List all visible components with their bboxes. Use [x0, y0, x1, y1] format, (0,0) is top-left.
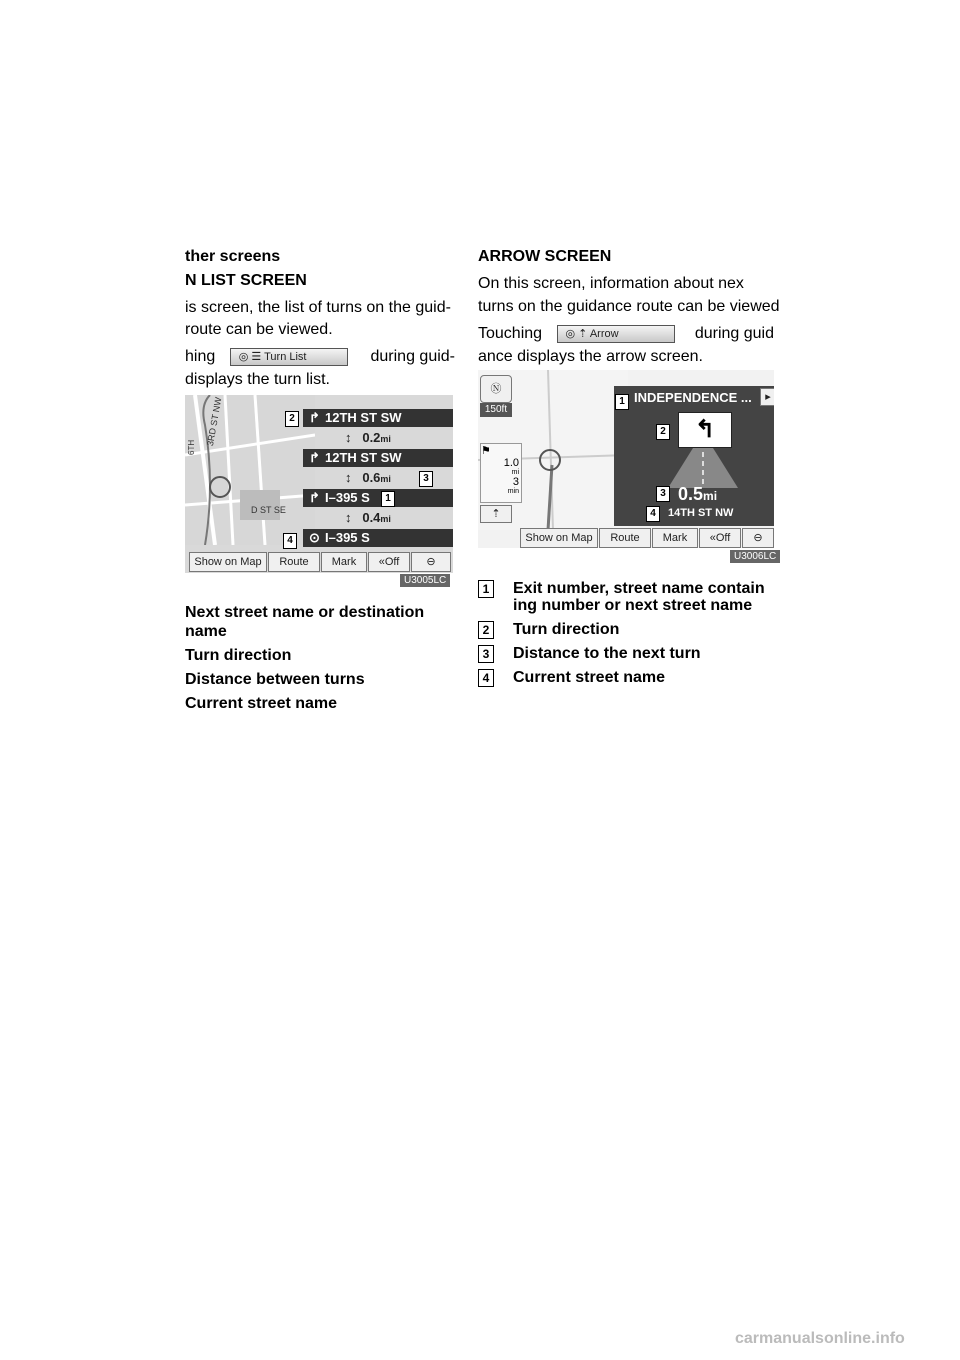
rewind-icon: « — [378, 556, 385, 568]
map-label-6th: 6TH — [187, 439, 196, 455]
updown-icon: ↕ — [345, 510, 352, 525]
current-street-name: 14TH ST NW — [668, 507, 734, 519]
current-street-row — [303, 529, 453, 547]
mark-button[interactable]: Mark — [652, 528, 698, 548]
show-on-map-button[interactable]: Show on Map — [520, 528, 598, 548]
section-title: ther screens — [185, 248, 281, 265]
show-on-map-button[interactable]: Show on Map — [189, 552, 267, 572]
map-label-dst: D ST SE — [251, 505, 286, 515]
arrow-icon: ⇡ — [578, 327, 588, 340]
turn-row-3-name: I–395 S — [325, 490, 370, 505]
touch-prefix: Touching — [478, 325, 543, 342]
callout-2: 2 — [285, 411, 299, 427]
legend-4-text: Current street name — [513, 669, 666, 686]
voice-icon: ◎ — [565, 327, 576, 340]
turn-row-2-name: 12TH ST SW — [325, 450, 402, 465]
current-street: I–395 S — [325, 530, 370, 545]
figure-code: U3006LC — [730, 550, 780, 563]
touch-suffix: during guid — [694, 325, 774, 342]
updown-icon: ↕ — [345, 470, 352, 485]
list-icon: ☰ — [251, 350, 262, 363]
zoom-out-button[interactable] — [742, 528, 774, 548]
callout-4: 4 — [283, 533, 297, 549]
legend-number-3: 3 — [478, 645, 494, 663]
turn-arrow-icon: ↱ — [309, 450, 320, 465]
turn-list-button[interactable] — [230, 348, 348, 366]
legend-number-4: 4 — [478, 669, 494, 687]
turn-row-1-name: 12TH ST SW — [325, 410, 402, 425]
off-button[interactable]: «Off — [368, 552, 410, 572]
legend-3: Distance between turns — [185, 671, 365, 688]
arrow-button-label: Arrow — [589, 327, 619, 340]
route-button[interactable]: Route — [268, 552, 320, 572]
route-button[interactable]: Route — [599, 528, 651, 548]
arrow-toggle-button[interactable] — [480, 505, 512, 523]
mark-button[interactable]: Mark — [321, 552, 367, 572]
touch-suffix: during guid- — [370, 348, 455, 365]
off-button[interactable]: «Off — [699, 528, 741, 548]
updown-icon: ↕ — [345, 430, 352, 445]
road-perspective-icon — [668, 448, 738, 488]
turn-arrow-icon: ↱ — [309, 410, 320, 425]
turn-list-intro-line2: route can be viewed. — [185, 321, 333, 338]
distance-time-box: ⚑ 1.0 mi 3 min — [480, 443, 522, 503]
turn-left-arrow-icon: ↰ — [694, 416, 716, 443]
turn-dist-3: ↕ 0.4mi — [345, 510, 391, 525]
turn-dist-1: ↕ 0.2mi — [345, 430, 391, 445]
turn-list-screen — [185, 395, 453, 573]
map-label-3rd: 3RD ST NW — [205, 396, 224, 447]
arrow-intro-line1: On this screen, information about nex — [478, 275, 744, 292]
legend-1-line1: Next street name or destination — [185, 604, 425, 621]
callout-4: 4 — [646, 506, 660, 522]
callout-3: 3 — [656, 486, 670, 502]
touch-prefix: hing — [185, 348, 216, 365]
legend-row-4 — [478, 666, 774, 689]
arrow-screen-icon: ⇡ — [491, 508, 501, 520]
turn-list-touch-line — [185, 345, 455, 368]
turn-list-touch-line2: displays the turn list. — [185, 371, 330, 388]
legend-2: Turn direction — [185, 647, 292, 664]
turn-row-1[interactable] — [303, 409, 453, 427]
figure-code: U3005LC — [400, 574, 450, 587]
turn-list-heading: N LIST SCREEN — [185, 272, 307, 289]
rewind-icon: « — [709, 532, 716, 544]
zoom-out-button[interactable] — [411, 552, 451, 572]
arrow-heading: ARROW SCREEN — [478, 248, 612, 265]
arrow-screen — [478, 370, 774, 548]
legend-number-1: 1 — [478, 580, 494, 598]
legend-2-text: Turn direction — [513, 621, 620, 638]
current-position-icon: ⊙ — [309, 530, 320, 545]
callout-3: 3 — [419, 471, 433, 487]
north-compass-icon: Ⓝ — [490, 383, 502, 395]
callout-1: 1 — [381, 491, 395, 507]
legend-1-line2: name — [185, 623, 227, 640]
turn-dist-2: ↕ 0.6mi — [345, 470, 391, 485]
legend-row-3 — [478, 642, 774, 665]
map-scale: 150ft — [480, 403, 512, 417]
turn-list-button-label: Turn List — [264, 350, 307, 363]
turn-list-intro-line1: is screen, the list of turns on the guid- — [185, 299, 451, 316]
scroll-right-button[interactable] — [760, 388, 774, 406]
distance-to-turn: 0.5mi — [678, 484, 718, 504]
turn-direction-arrow — [678, 412, 732, 448]
legend-1-text2: ing number or next street name — [513, 597, 753, 614]
footer-watermark[interactable]: carmanualsonline.info — [735, 1330, 905, 1347]
callout-2: 2 — [656, 424, 670, 440]
legend-3-text: Distance to the next turn — [513, 645, 701, 662]
turn-row-3[interactable] — [303, 489, 453, 507]
arrow-intro-line2: turns on the guidance route can be viewed — [478, 298, 780, 315]
legend-1-text: Exit number, street name contain — [513, 580, 765, 597]
arrow-touch-line2: ance displays the arrow screen. — [478, 348, 703, 365]
next-street-name: INDEPENDENCE ... — [634, 390, 752, 405]
minus-circle-icon: ⊖ — [753, 532, 763, 544]
minus-circle-icon: ⊖ — [426, 556, 436, 568]
legend-4: Current street name — [185, 695, 338, 712]
callout-1: 1 — [615, 394, 629, 410]
triangle-right-icon: ▸ — [765, 391, 771, 403]
voice-icon: ◎ — [238, 350, 249, 363]
arrow-button[interactable] — [557, 325, 675, 343]
destination-flag-icon: ⚑ — [481, 445, 491, 457]
legend-row-2 — [478, 618, 774, 641]
turn-arrow-icon: ↱ — [309, 490, 320, 505]
turn-row-2[interactable] — [303, 449, 453, 467]
arrow-touch-line — [478, 322, 774, 345]
compass-button[interactable] — [480, 375, 512, 403]
legend-number-2: 2 — [478, 621, 494, 639]
